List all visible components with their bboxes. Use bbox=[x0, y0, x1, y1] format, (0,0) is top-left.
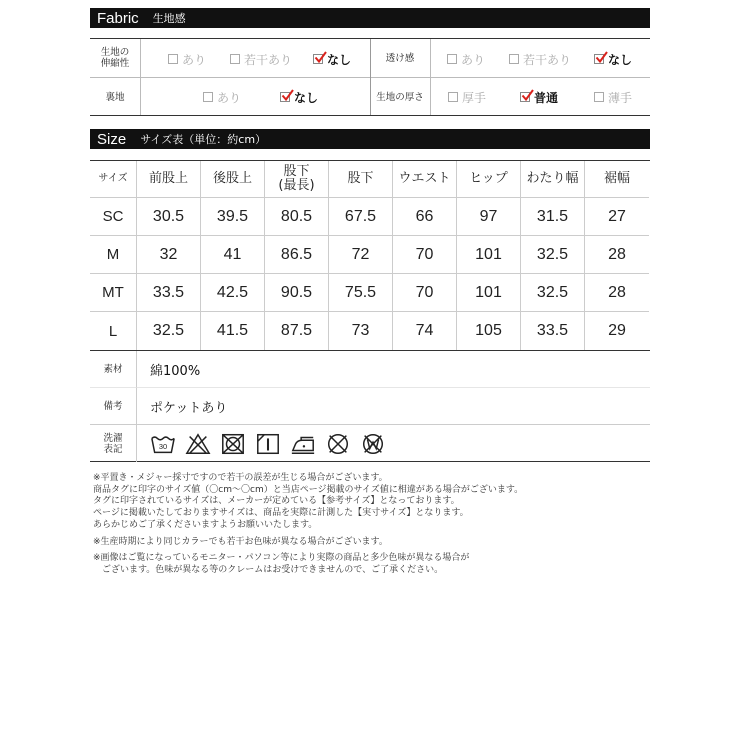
size-value: 87.5 bbox=[265, 312, 329, 350]
label-line: 生地の厚さ bbox=[376, 91, 424, 103]
checkbox bbox=[313, 54, 323, 64]
size-header-inseam: 股下 bbox=[329, 161, 393, 198]
thickness-option-thick bbox=[448, 90, 486, 104]
checkbox bbox=[447, 54, 457, 64]
note-line: ございます。色味が異なる等のクレームはお受けできませんので、ご了承ください。 bbox=[102, 564, 444, 575]
sheer-option-yes bbox=[447, 52, 485, 66]
note-group bbox=[93, 553, 523, 576]
checkbox bbox=[448, 92, 458, 102]
size-value: 32.5 bbox=[137, 312, 201, 350]
iron-low-temp-icon bbox=[290, 432, 316, 456]
size-header-hem: 裾幅 bbox=[585, 161, 649, 198]
size-value: 72 bbox=[329, 236, 393, 274]
size-value: 80.5 bbox=[265, 198, 329, 236]
option-label: 薄手 bbox=[608, 90, 633, 105]
sheerness-label bbox=[370, 39, 430, 77]
sheer-option-none bbox=[594, 52, 632, 66]
checkbox bbox=[520, 92, 530, 102]
size-value: 75.5 bbox=[329, 274, 393, 312]
option-label: 若干あり bbox=[523, 52, 572, 67]
sheer-option-slight bbox=[509, 52, 571, 66]
size-header-waist: ウエスト bbox=[393, 161, 457, 198]
lining-option-none bbox=[280, 90, 318, 104]
label-line: 洗濯 bbox=[103, 432, 123, 444]
notes bbox=[93, 473, 523, 582]
stretch-option-none bbox=[313, 52, 351, 66]
note-line: ※平置き・メジャー採寸ですので若干の誤差が生じる場合がございます。 bbox=[93, 473, 388, 483]
line-dry-shade-icon bbox=[255, 432, 281, 456]
lining-option-yes bbox=[203, 90, 241, 104]
note-label: 備考 bbox=[90, 388, 137, 425]
size-header-thigh: わたり幅 bbox=[521, 161, 585, 198]
label-line: 表記 bbox=[103, 443, 123, 455]
thickness-option-thin bbox=[594, 90, 632, 104]
label-line: 生地の bbox=[100, 47, 130, 58]
check-mark-icon bbox=[281, 89, 294, 102]
note-line: タグに印字されているサイズは、メーカーが定めている【参考サイズ】となっております。 bbox=[93, 496, 460, 507]
size-value: 27 bbox=[585, 198, 649, 236]
thickness-option-normal bbox=[520, 90, 558, 104]
size-title-en: Size bbox=[97, 130, 127, 148]
lining-label bbox=[90, 78, 140, 116]
checkbox bbox=[280, 92, 290, 102]
note-line: ※生産時期により同じカラーでも若干お色味が異なる場合がございます。 bbox=[93, 536, 388, 547]
size-label: MT bbox=[90, 274, 137, 312]
size-header-back-rise: 後股上 bbox=[201, 161, 265, 198]
size-value: 33.5 bbox=[521, 312, 585, 350]
fabric-table bbox=[90, 38, 650, 116]
option-label: 若干あり bbox=[244, 52, 293, 67]
check-mark-icon bbox=[595, 51, 608, 64]
column-divider bbox=[430, 39, 431, 115]
size-value: 41 bbox=[201, 236, 265, 274]
option-label: なし bbox=[294, 90, 319, 105]
size-value: 42.5 bbox=[201, 274, 265, 312]
size-header-inseam-max bbox=[265, 161, 329, 198]
checkbox bbox=[509, 54, 519, 64]
note-line: ページに掲載いたしておりますサイズは、商品を実際に計測した【実寸サイズ】となります。 bbox=[93, 508, 469, 519]
size-value: 31.5 bbox=[521, 198, 585, 236]
size-value: 97 bbox=[457, 198, 521, 236]
check-mark-icon bbox=[521, 89, 534, 102]
care-icon-list bbox=[150, 432, 386, 456]
size-value: 105 bbox=[457, 312, 521, 350]
no-wet-clean-icon bbox=[360, 432, 386, 456]
label-line: 伸縮性 bbox=[100, 58, 130, 69]
option-label: なし bbox=[608, 52, 633, 67]
option-label: あり bbox=[217, 90, 242, 105]
option-label: あり bbox=[182, 52, 207, 67]
checkbox bbox=[168, 54, 178, 64]
size-table bbox=[90, 160, 650, 351]
size-value: 33.5 bbox=[137, 274, 201, 312]
no-dry-clean-icon bbox=[325, 432, 351, 456]
size-value: 101 bbox=[457, 236, 521, 274]
size-value: 32.5 bbox=[521, 274, 585, 312]
size-value: 90.5 bbox=[265, 274, 329, 312]
care-symbols bbox=[137, 425, 650, 462]
label-line: 透け感 bbox=[385, 52, 415, 64]
size-value: 28 bbox=[585, 236, 649, 274]
stretch-option-yes bbox=[168, 52, 206, 66]
size-value: 67.5 bbox=[329, 198, 393, 236]
size-value: 32 bbox=[137, 236, 201, 274]
size-value: 86.5 bbox=[265, 236, 329, 274]
check-mark-icon bbox=[314, 51, 327, 64]
note-group bbox=[93, 473, 523, 532]
size-header-front-rise: 前股上 bbox=[137, 161, 201, 198]
size-header-size: サイズ bbox=[90, 161, 137, 198]
stretch-label bbox=[90, 39, 140, 77]
size-label: M bbox=[90, 236, 137, 274]
size-value: 66 bbox=[393, 198, 457, 236]
checkbox bbox=[594, 92, 604, 102]
no-bleach-icon bbox=[185, 432, 211, 456]
size-value: 70 bbox=[393, 274, 457, 312]
size-header-hip: ヒップ bbox=[457, 161, 521, 198]
size-value: 73 bbox=[329, 312, 393, 350]
note-group bbox=[93, 537, 523, 549]
size-value: 39.5 bbox=[201, 198, 265, 236]
fabric-section-header bbox=[90, 8, 650, 28]
note-line: ※画像はご覧になっているモニター・パソコン等により実際の商品と多少色味が異なる場合が bbox=[93, 553, 470, 564]
no-tumble-dry-icon bbox=[220, 432, 246, 456]
size-section-header bbox=[90, 129, 650, 149]
size-value: 41.5 bbox=[201, 312, 265, 350]
material-value: 綿100% bbox=[137, 351, 650, 388]
wash-tub-30-icon bbox=[150, 432, 176, 456]
stretch-option-slight bbox=[230, 52, 292, 66]
details-table bbox=[90, 351, 650, 462]
note-line: あらかじめご了承くださいますようお願いいたします。 bbox=[93, 519, 318, 530]
checkbox bbox=[594, 54, 604, 64]
header-line: 股下 bbox=[283, 164, 310, 179]
label-line: 裏地 bbox=[105, 91, 125, 103]
option-label: あり bbox=[461, 52, 486, 67]
size-value: 32.5 bbox=[521, 236, 585, 274]
option-label: なし bbox=[327, 52, 352, 67]
column-divider bbox=[140, 39, 141, 115]
size-value: 28 bbox=[585, 274, 649, 312]
thickness-label bbox=[370, 78, 430, 116]
size-value: 29 bbox=[608, 322, 626, 339]
size-value: 74 bbox=[393, 312, 457, 350]
wash-temperature: 30 bbox=[158, 441, 168, 451]
size-value: 30.5 bbox=[137, 198, 201, 236]
option-label: 普通 bbox=[534, 90, 559, 105]
fabric-title-en: Fabric bbox=[97, 9, 139, 27]
checkbox bbox=[203, 92, 213, 102]
note-value: ポケットあり bbox=[137, 388, 650, 425]
material-label: 素材 bbox=[90, 351, 137, 388]
size-label: SC bbox=[90, 198, 137, 236]
checkbox bbox=[230, 54, 240, 64]
header-subline: (最長) bbox=[278, 178, 315, 193]
size-value: 70 bbox=[393, 236, 457, 274]
fabric-title-ja: 生地感 bbox=[152, 12, 186, 25]
care-label bbox=[90, 425, 137, 462]
size-value: 101 bbox=[457, 274, 521, 312]
size-label: L bbox=[90, 312, 137, 350]
note-line: 商品タグに印字のサイズ値（〇cm〜〇cm）と当店ページ掲載のサイズ値に相違がある場合がございます。 bbox=[93, 484, 524, 495]
size-title-ja: サイズ表（単位：約cm） bbox=[140, 133, 267, 146]
option-label: 厚手 bbox=[462, 90, 487, 105]
